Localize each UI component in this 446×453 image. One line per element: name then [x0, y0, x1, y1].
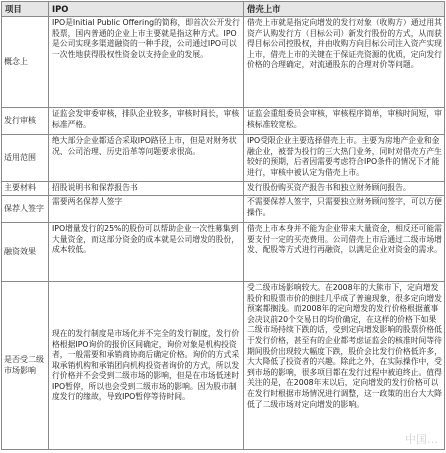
header-backdoor-listing: 借壳上市: [244, 2, 445, 17]
row-label: 概念上: [2, 17, 49, 108]
backdoor-cell: 证监会重组委员会审核，审核程序简单，审核时间短，审核标准较宽松。: [244, 108, 445, 135]
row-label: 适用范围: [2, 135, 49, 182]
ipo-cell: 需要两名保荐人签字: [49, 196, 244, 223]
backdoor-cell: 借壳上市本身并不能为企业带来大量资金，相反还可能需要支付一定的买壳费用。公司借壳上市后通过二级市场增发、配股等方式进行再融资，以满足企业对资金的需求。: [244, 223, 445, 282]
ipo-cell: 招股说明书和保荐报告书: [49, 182, 244, 196]
table-row: [2, 108, 445, 135]
row-label: 融资效果: [2, 223, 49, 282]
table-row: [2, 182, 445, 196]
comparison-table: [1, 1, 445, 450]
table-row: [2, 17, 445, 108]
ipo-cell: IPO是Initial Public Offering的简称，即首次公开发行股票，国内普通的企业上市主要就是指这种方式。IPO是公司实现多渠道融资的一种手段，公司通过IPO可以一次性地获得股权性资金以支持企业的发展。: [49, 17, 244, 108]
backdoor-cell: 受二级市场影响较大。在2008年的大熊市下，定向增发股价和股票市价的倒挂几乎成了普遍现象，很多定向增发预案都搁浅。而2008年的定向增发的发行价格根据董事会决议前20个交易日的均价确定，在这样的价格下如果二级市场持续下跌的话，受到定向增发影响的股票价格低于发行价格，甚至有的企业都考虑证监会的核准时间等待期间股价出现较大幅度下跌，股价会比发行价格低许多，大大降低了投资者的兴趣。除此之外，在实际操作中，受到市场的影响，很多项目都在发行过程中被迫终止。值得关注的是，在2008年末以后，定向增发的发行价格可以在发行时根据市场情况进行调整，这一政策的出台大大降低了二级市场对定向增发的影响。: [244, 282, 445, 450]
header-item: 项目: [2, 2, 49, 17]
ipo-cell: IPO增量发行的25%的股份可以帮助企业一次性募集到大量资金，而这部分资金的成本就是公司增发的股份，成本较低。: [49, 223, 244, 282]
backdoor-cell: 不需要保荐人签字，只需要独立财务顾问签字，可以方便操作。: [244, 196, 445, 223]
header-row: [2, 2, 445, 17]
row-label: 是否受二级市场影响: [2, 282, 49, 450]
row-label: 主要材料: [2, 182, 49, 196]
backdoor-cell: IPO受限企业主要选择借壳上市。主要为房地产企业和金融企业，被誉为投行的三大热门业务，同时对借壳方产生较好的预期，后者因需要考虑符合IPO条件的情况下才能进行，审核中被认定为借壳上市。: [244, 135, 445, 182]
table-row: [2, 282, 445, 450]
table-row: [2, 135, 445, 182]
table-row: [2, 196, 445, 223]
watermark: 中国…: [405, 433, 438, 446]
backdoor-cell: 发行股份购买资产报告书和独立财务顾问报告。: [244, 182, 445, 196]
backdoor-cell: 借壳上市就是指定向增发的发行对象（收购方）通过用其资产认购发行方（目标公司）新发行股份的方式，从而获得目标公司控股权，并由收购方向目标公司注入资产实现上市，借壳上市的关键在于保证壳资源的优质，定向发行价格的合理确定，对流通股东的合理对价等问题。: [244, 17, 445, 108]
ipo-cell: 证监会发审委审核，排队企业较多，审核时间长，审核标准严格。: [49, 108, 244, 135]
row-label: 保荐人签字: [2, 196, 49, 223]
header-ipo: IPO: [49, 2, 244, 17]
row-label: 发行审核: [2, 108, 49, 135]
table-row: [2, 223, 445, 282]
ipo-cell: 现在的发行制度是市场化并不完全的发行制度，发行价格根据IPO询价的报价区间确定，询价对象是机构投资者，一般需要和承销商协商后确定价格。询价的方式采取承销机构和承销团向机构投资者询价的方式，所以发行价格并不会受到二级市场的影响，但是在市场低迷时IPO暂停，所以也会受到二级市场的影响。因为股市制度发行的缘故，导致IPO暂停等待时间。: [49, 282, 244, 450]
ipo-cell: 绝大部分企业都适合采取IPO路径上市，但是对财务状况、公司治理、历史沿革等问题要求很高。: [49, 135, 244, 182]
